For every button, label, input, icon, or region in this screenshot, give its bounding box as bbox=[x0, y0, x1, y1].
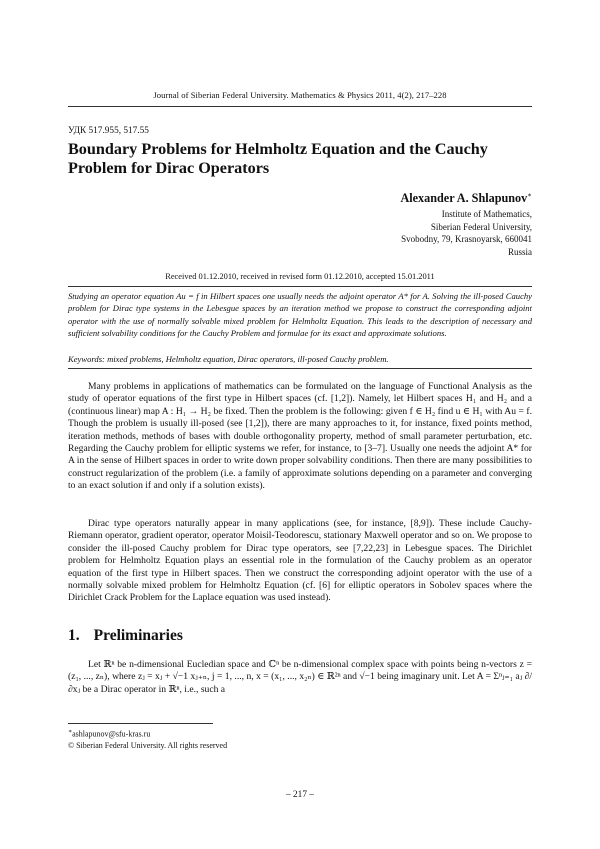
page-number: – 217 – bbox=[286, 790, 314, 800]
affiliation-line: Svobodny, 79, Krasnoyarsk, 660041 bbox=[401, 234, 532, 245]
section-heading bbox=[68, 627, 183, 645]
paper-title: Boundary Problems for Helmholtz Equation and the Cauchy Problem for Dirac Operators bbox=[68, 140, 488, 177]
footnote-email bbox=[68, 727, 227, 740]
header-rule bbox=[68, 106, 532, 107]
abstract-rule-top bbox=[68, 286, 532, 287]
copyright-notice: © Siberian Federal University. All rights reserved bbox=[68, 740, 228, 750]
footnotes bbox=[68, 727, 227, 751]
affiliation-line: Siberian Federal University, bbox=[430, 221, 532, 232]
body-paragraph: Dirac type operators naturally appear in many applications (see, for instance, [8,9]). These include Cauchy-Riemann operator, gradient operator, operator Moisil-Teodorescu, stationary Maxwell operator and so on. We propose to consider the ill-posed Cauchy problem for Dirac type operators, see [7,22,23] in Lebesgue spaces. The Dirichlet problem for Helmholtz Equation plays an essential role in the formulation of the Cauchy problem as an operator equation of the first type in Hilbert spaces. Then we construct the corresponding adjoint operator with the use of a normally solvable mixed problem for Helmholtz Equation (cf. [6] for elliptic operators in Sobolev spaces where the Dirichlet Crack Problem for the Laplace equation was used instead). bbox=[68, 518, 532, 604]
section-title: Preliminaries bbox=[93, 627, 183, 644]
affiliation-line: Russia bbox=[507, 246, 532, 257]
abstract: Studying an operator equation Au = f in Hilbert spaces one usually needs the adjoint operator A* for A. Solving the ill-posed Cauchy problem for Dirac type systems in the Lebesgue spaces by an iteration method we propose to construct the corresponding adjoint operator with the use of normally solvable mixed problem for Helmholtz Equation. This leads to the description of necessary and sufficient solvability conditions for the Cauchy Problem and formulae for its exact and approximate solutions. bbox=[68, 291, 532, 338]
received-dates: Received 01.12.2010, received in revised form 01.12.2010, accepted 15.01.2011 bbox=[165, 272, 435, 281]
author-name-text: Alexander A. Shlapunov bbox=[400, 191, 528, 206]
section-number: 1. bbox=[68, 627, 80, 644]
journal-header: Journal of Siberian Federal University. Mathematics & Physics 2011, 4(2), 217–228 bbox=[153, 90, 447, 100]
author-name bbox=[400, 191, 532, 206]
body-paragraph: Let ℝⁿ be n-dimensional Eucledian space and ℂⁿ be n-dimensional complex space with points being n-vectors z = (z₁, ..., zₙ), where zⱼ = xⱼ + √−1 xⱼ₊ₙ, j = 1, ..., n, x = (x₁, ..., x₂ₙ) ∈ ℝ²ⁿ and √−1 being imaginary unit. Let A = Σⁿⱼ₌₁ aⱼ ∂/∂xⱼ be a Dirac operator in ℝⁿ, i.e., such a bbox=[68, 659, 532, 695]
author-email: ashlapunov@sfu-kras.ru bbox=[72, 729, 151, 739]
author-footnote-mark: ∗ bbox=[527, 191, 532, 199]
keywords: Keywords: mixed problems, Helmholtz equation, Dirac operators, ill-posed Cauchy problem. bbox=[68, 354, 389, 364]
body-paragraph: Many problems in applications of mathematics can be formulated on the language of Functional Analysis as the study of operator equations of the first type in Hilbert spaces (cf. [1,2]). Namely, let Hilbert spaces H₁ and H₂ and a (continuous linear) map A : H₁ → H₂ be fixed. Then the problem is the following: given f ∈ H₂ find u ∈ H₁ with Au = f. Though the problem is usually ill-posed (see [1,2]), there are many approaches to it, for instance, fixed points method, iteration methods, methods of bases with double orthogonality property, method of small parameter perturbation, etc. Regarding the Cauchy problem for elliptic systems we refer, for instance, to [3–7]. Usually one needs the adjoint A* for A in the sense of Hilbert spaces in order to write down proper solvability conditions. Then there are many possibilities to construct regularization of the problem (i.e. a family of approximate solutions depending on a parameter and converging to an exact solution if and only if a solution exists). bbox=[68, 381, 532, 492]
affiliation-line: Institute of Mathematics, bbox=[441, 209, 532, 220]
udc-code: УДК 517.955, 517.55 bbox=[68, 126, 149, 136]
abstract-rule-bottom bbox=[68, 368, 532, 369]
footnote-mark: ∗ bbox=[68, 729, 73, 735]
footnote-rule bbox=[68, 723, 213, 724]
author-block bbox=[400, 191, 532, 258]
